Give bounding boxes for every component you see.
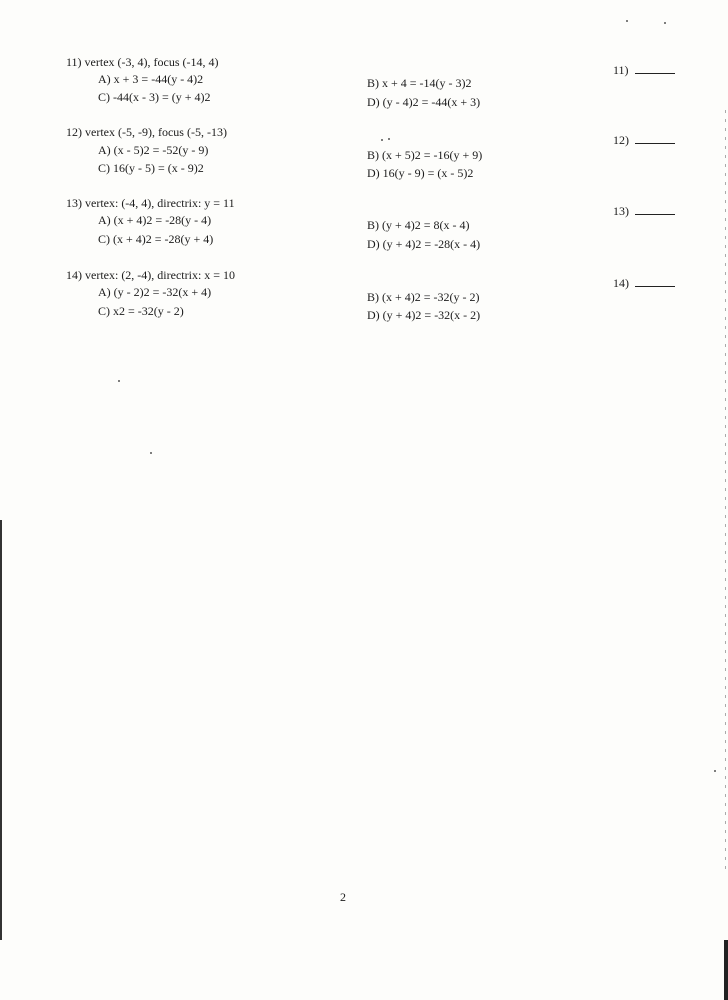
answer-line <box>635 203 675 215</box>
question-13-option-d: D) (y + 4)2 = -28(x - 4) <box>367 237 481 251</box>
question-12-option-c: C) 16(y - 5) = (x - 9)2 <box>98 161 204 175</box>
question-14-answer-blank <box>613 275 675 291</box>
question-11-number: 11) <box>613 63 629 77</box>
question-11-option-a: A) x + 3 = -44(y - 4)2 <box>98 72 204 86</box>
question-13-option-a: A) (x + 4)2 = -28(y - 4) <box>98 213 212 227</box>
question-13-prompt: 13) vertex: (-4, 4), directrix: y = 11 <box>66 196 235 210</box>
question-11-option-d: D) (y - 4)2 = -44(x + 3) <box>367 95 481 109</box>
answer-line <box>635 132 675 144</box>
question-14-prompt: 14) vertex: (2, -4), directrix: x = 10 <box>66 268 236 282</box>
question-12-number: 12) <box>613 133 629 147</box>
question-14-option-c: C) x2 = -32(y - 2) <box>98 304 184 318</box>
question-13-answer-blank <box>613 203 675 219</box>
answer-line <box>635 275 675 287</box>
question-14-option-d: D) (y + 4)2 = -32(x - 2) <box>367 308 481 322</box>
question-14-number: 14) <box>613 276 629 290</box>
question-12-option-d: D) 16(y - 9) = (x - 5)2 <box>367 166 474 180</box>
question-11-prompt: 11) vertex (-3, 4), focus (-14, 4) <box>66 55 219 69</box>
scan-speck <box>381 139 383 141</box>
question-12-option-b: B) (x + 5)2 = -16(y + 9) <box>367 148 483 162</box>
scan-speck <box>150 452 152 454</box>
question-14-option-a: A) (y - 2)2 = -32(x + 4) <box>98 285 212 299</box>
question-12-answer-blank <box>613 132 675 148</box>
scan-speck <box>388 138 390 140</box>
scan-speck <box>714 770 716 772</box>
question-13-number: 13) <box>613 204 629 218</box>
scan-speck <box>664 22 666 24</box>
answer-line <box>635 62 675 74</box>
page-number: 2 <box>340 890 346 904</box>
question-12-prompt: 12) vertex (-5, -9), focus (-5, -13) <box>66 125 227 139</box>
scan-speck <box>118 380 120 382</box>
scan-edge-left <box>0 520 2 940</box>
scan-bar-right <box>724 940 728 1000</box>
question-14-option-b: B) (x + 4)2 = -32(y - 2) <box>367 290 480 304</box>
question-13-option-c: C) (x + 4)2 = -28(y + 4) <box>98 232 214 246</box>
scan-speck <box>626 20 628 22</box>
question-13-option-b: B) (y + 4)2 = 8(x - 4) <box>367 218 470 232</box>
question-11-option-b: B) x + 4 = -14(y - 3)2 <box>367 76 472 90</box>
question-12-option-a: A) (x - 5)2 = -52(y - 9) <box>98 143 209 157</box>
question-11-option-c: C) -44(x - 3) = (y + 4)2 <box>98 90 211 104</box>
scan-edge-right <box>725 110 726 870</box>
question-11-answer-blank <box>613 62 675 78</box>
